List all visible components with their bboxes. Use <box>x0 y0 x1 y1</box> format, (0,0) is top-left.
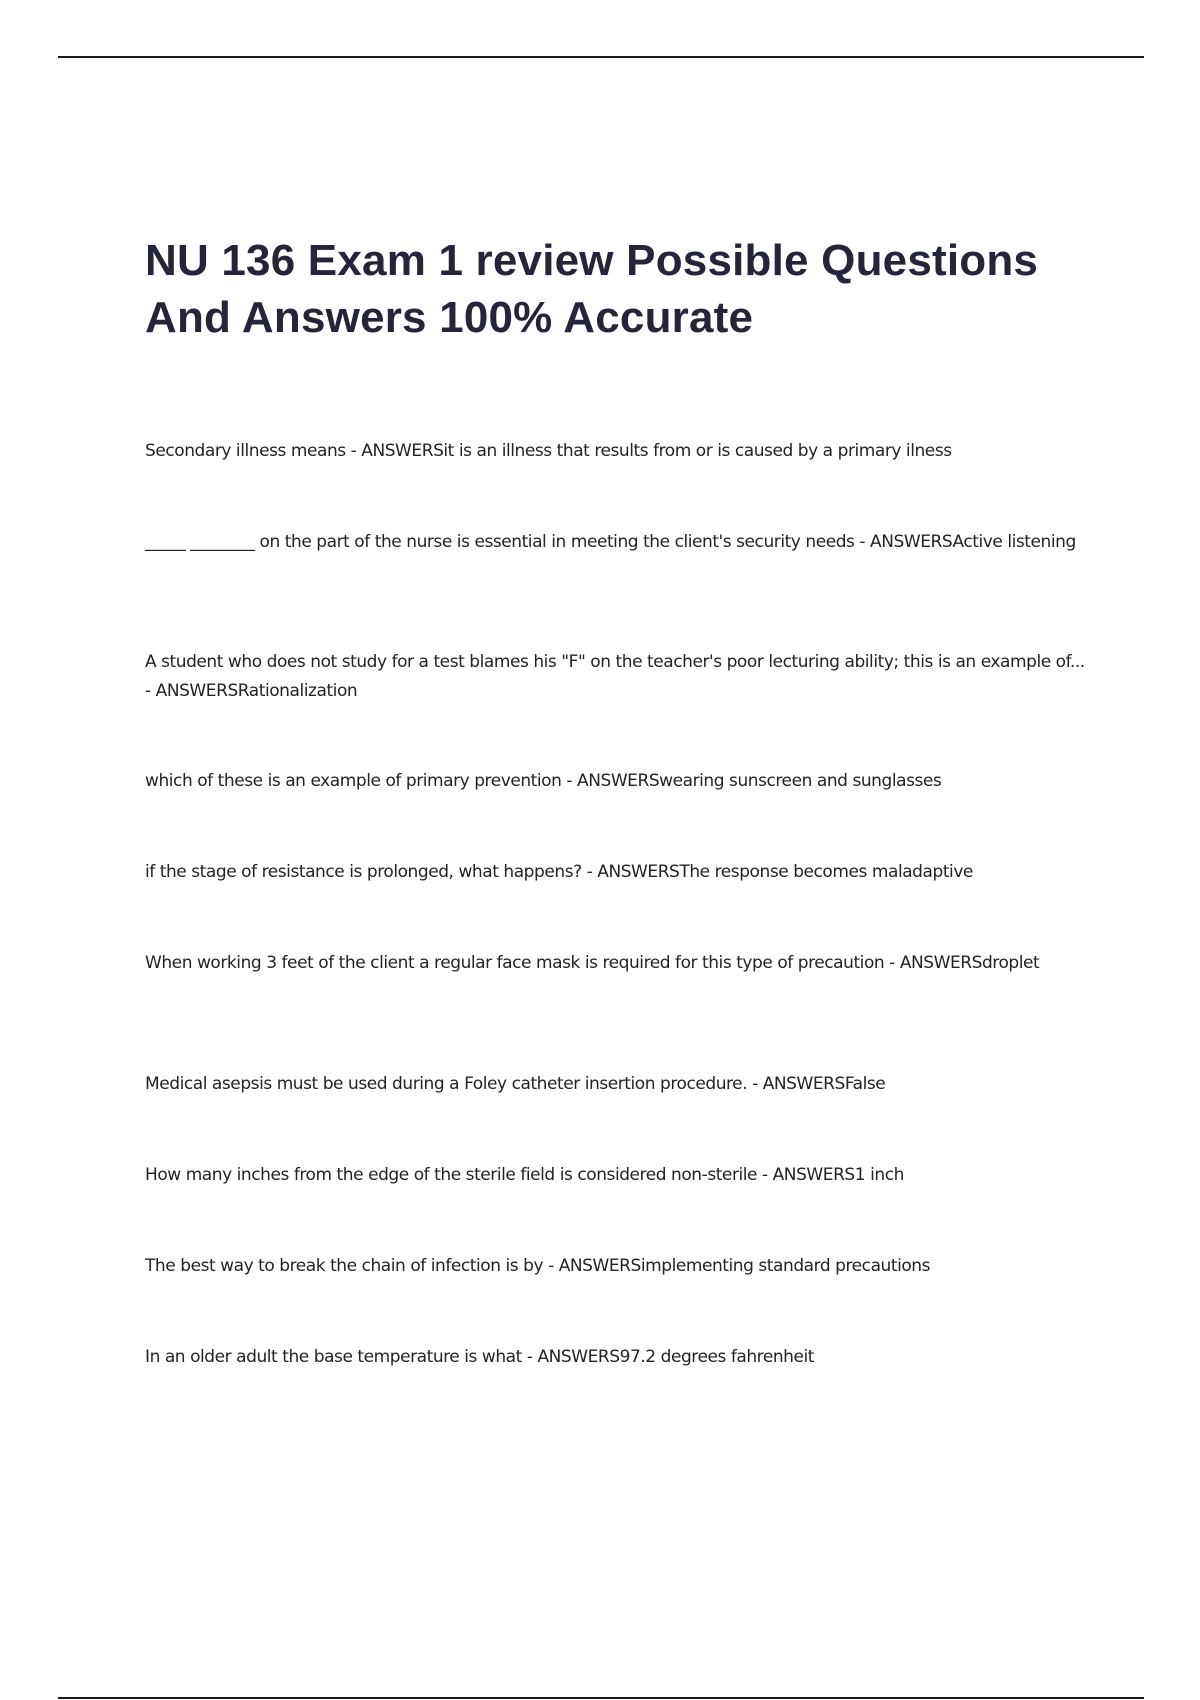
qa-item-6: When working 3 feet of the client a regular face mask is required for this type of precaution - ANSWERSdroplet <box>145 953 1040 973</box>
qa-item-8: How many inches from the edge of the sterile field is considered non-sterile - ANSWERS1 inch <box>145 1165 904 1185</box>
footer-rule <box>58 1697 1144 1699</box>
qa-item-9: The best way to break the chain of infection is by - ANSWERSimplementing standard precautions <box>145 1256 931 1276</box>
qa-item-7: Medical asepsis must be used during a Foley catheter insertion procedure. - ANSWERSFalse <box>145 1074 886 1094</box>
qa-item-5: if the stage of resistance is prolonged, what happens? - ANSWERSThe response becomes maladaptive <box>145 862 973 882</box>
qa-item-4: which of these is an example of primary prevention - ANSWERSwearing sunscreen and sunglasses <box>145 771 942 791</box>
header-rule <box>58 56 1144 58</box>
qa-item-2: _____ ________ on the part of the nurse is essential in meeting the client's security needs - ANSWERSActive listening <box>145 532 1076 552</box>
qa-item-3: A student who does not study for a test blames his "F" on the teacher's poor lecturing ability; this is an example of... - ANSWERSRationalization <box>145 652 1085 701</box>
qa-item-10: In an older adult the base temperature is what - ANSWERS97.2 degrees fahrenheit <box>145 1347 814 1367</box>
document-title: NU 136 Exam 1 review Possible Questions And Answers 100% Accurate <box>145 236 1039 342</box>
qa-item-1: Secondary illness means - ANSWERSit is an illness that results from or is caused by a primary ilness <box>145 441 952 461</box>
